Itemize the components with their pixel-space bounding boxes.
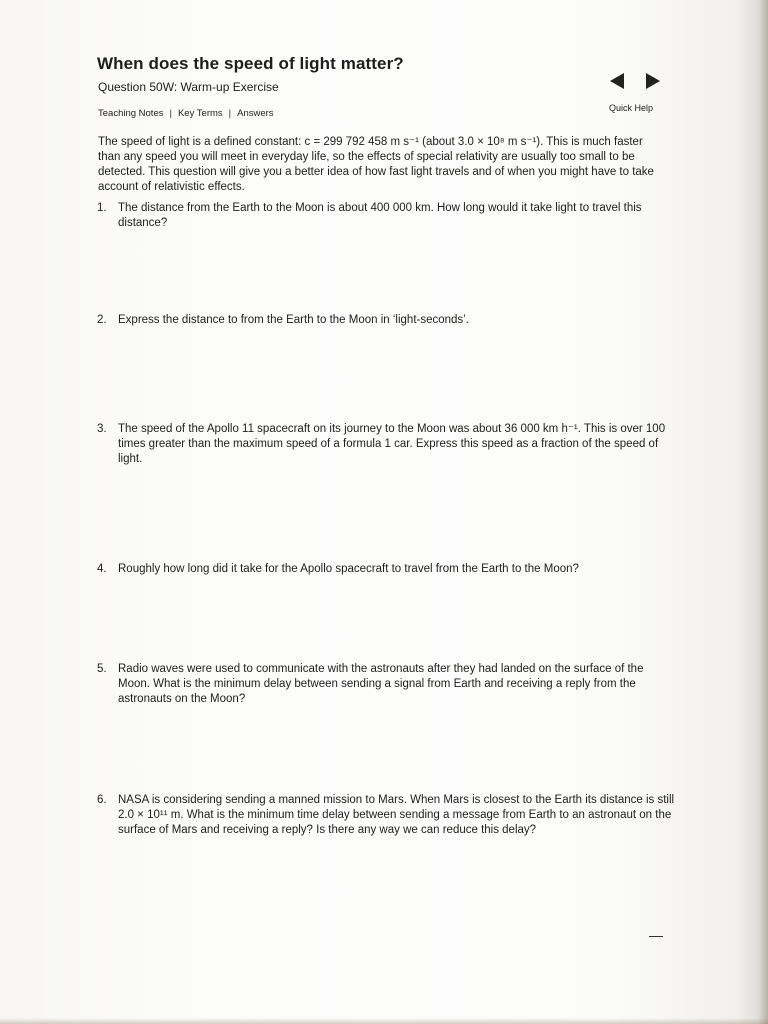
question-text: NASA is considering sending a manned mission to Mars. When Mars is closest to the Earth its distance is still 2.0 × 10¹¹ m. What is the minimum time delay between sending a message from Earth to an astronaut on the surface of Mars and receiving a reply? Is there any way we can reduce this delay? xyxy=(118,794,675,836)
answers-link[interactable]: Answers xyxy=(237,108,274,119)
link-separator: | xyxy=(228,108,232,119)
teaching-notes-link[interactable]: Teaching Notes xyxy=(98,108,164,119)
question-3 xyxy=(97,422,677,467)
page-bottom-shadow xyxy=(0,1018,768,1024)
page-edge-shadow xyxy=(758,0,768,1024)
intro-paragraph: The speed of light is a defined constant: c = 299 792 458 m s⁻¹ (about 3.0 × 10⁸ m s⁻¹). This is much faster than any speed you will meet in everyday life, so the effects of special relativity are usually too small to be detected. This question will give you a better idea of how fast light travels and of when you might have to take account of relativistic effects. xyxy=(98,136,654,193)
question-number: 1. xyxy=(97,202,107,214)
question-text: Roughly how long did it take for the Apollo spacecraft to travel from the Earth to the Moon? xyxy=(118,563,579,575)
question-text: Radio waves were used to communicate with the astronauts after they had landed on the surface of the Moon. What is the minimum delay between sending a signal from Earth and receiving a reply from the astronauts on the Moon? xyxy=(118,663,644,705)
page-title: When does the speed of light matter? xyxy=(97,54,404,73)
question-number: 4. xyxy=(97,563,107,575)
question-number: 2. xyxy=(97,314,107,326)
question-number: 6. xyxy=(97,794,107,806)
previous-arrow-icon[interactable] xyxy=(608,72,626,90)
question-text: The distance from the Earth to the Moon is about 400 000 km. How long would it take light to travel this distance? xyxy=(118,202,642,229)
question-number: 3. xyxy=(97,423,107,435)
header-links xyxy=(98,108,274,119)
question-2 xyxy=(97,313,677,328)
page-mark-dash xyxy=(649,936,663,937)
quick-help-link[interactable]: Quick Help xyxy=(609,103,654,113)
question-number: 5. xyxy=(97,663,107,675)
question-text: Express the distance to from the Earth to the Moon in ‘light-seconds’. xyxy=(118,314,469,326)
page-subtitle: Question 50W: Warm-up Exercise xyxy=(98,80,279,94)
question-6 xyxy=(97,793,677,838)
question-1 xyxy=(97,201,677,231)
page-nav-arrows xyxy=(608,72,664,90)
next-arrow-icon[interactable] xyxy=(644,72,662,90)
question-5 xyxy=(97,662,677,707)
question-text: The speed of the Apollo 11 spacecraft on its journey to the Moon was about 36 000 km h⁻¹. This is over 100 times greater than the maximum speed of a formula 1 car. Express this speed as a fraction of the speed of light. xyxy=(118,423,666,465)
question-4 xyxy=(97,562,677,577)
key-terms-link[interactable]: Key Terms xyxy=(177,108,223,119)
link-separator: | xyxy=(169,108,172,119)
